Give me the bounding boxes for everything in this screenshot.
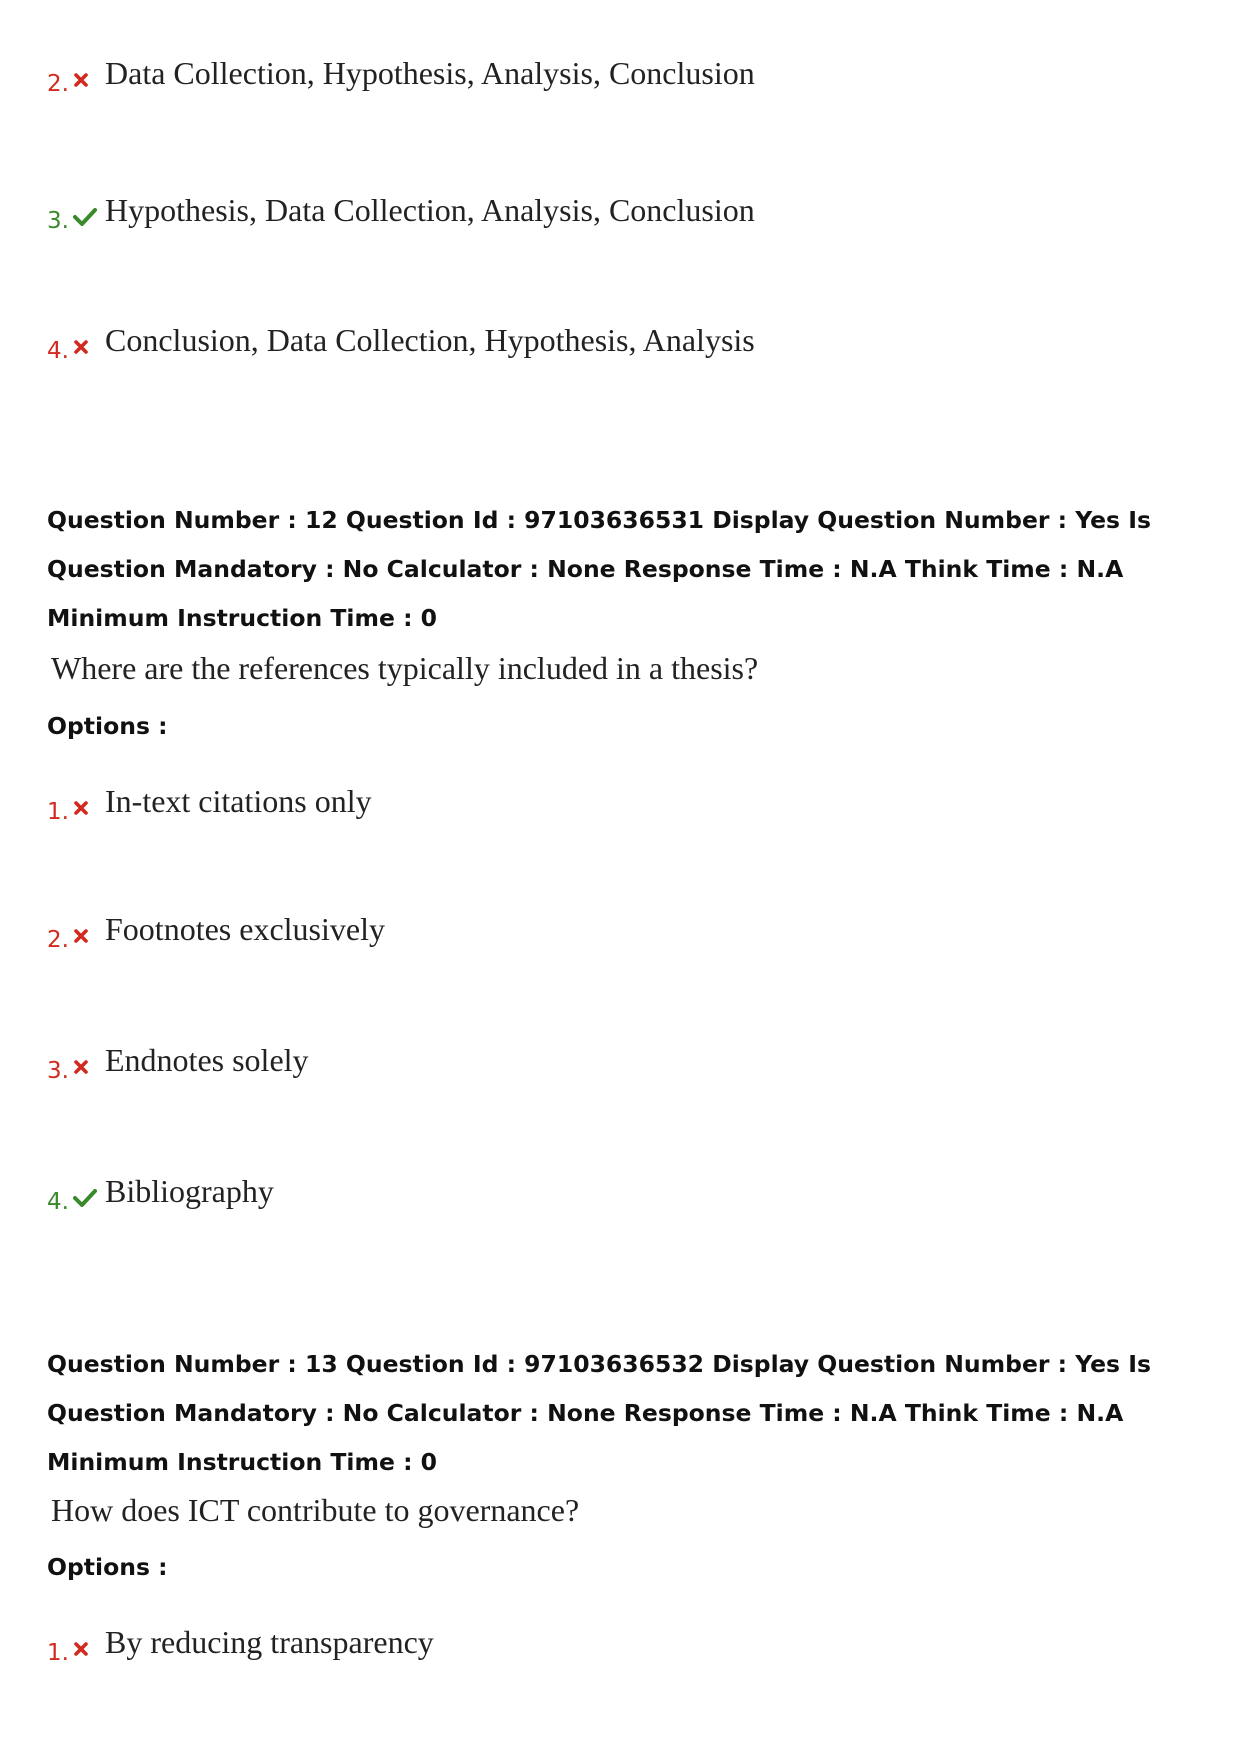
option-text: Conclusion, Data Collection, Hypothesis, Analysis: [105, 321, 755, 358]
cross-icon: [73, 339, 99, 355]
option-row: [47, 1035, 309, 1085]
option-row: [47, 1617, 434, 1667]
option-text: Data Collection, Hypothesis, Analysis, Conclusion: [105, 54, 755, 91]
question-text: How does ICT contribute to governance?: [51, 1492, 580, 1528]
option-number: 3.: [47, 208, 69, 234]
option-row: [47, 1166, 274, 1216]
option-number: 2.: [47, 71, 69, 97]
cross-icon: [73, 928, 99, 944]
option-text: In-text citations only: [105, 782, 372, 819]
option-text: Hypothesis, Data Collection, Analysis, Conclusion: [105, 191, 755, 228]
option-number: 4.: [47, 1189, 69, 1215]
cross-icon: [73, 72, 99, 88]
option-number: 3.: [47, 1058, 69, 1084]
option-text: Bibliography: [105, 1172, 274, 1209]
option-row: [47, 185, 755, 235]
option-text: By reducing transparency: [105, 1623, 434, 1660]
option-row: [47, 904, 385, 954]
options-label: Options :: [47, 712, 168, 740]
check-icon: [73, 208, 99, 226]
question-metadata: Question Number : 12 Question Id : 97103636531 Display Question Number : Yes Is Question Mandatory : No Calculator : None Response Time : N.A Think Time : N.A Minimum Instruction Time : 0: [47, 506, 1151, 632]
option-text: Endnotes solely: [105, 1041, 309, 1078]
option-number: 1.: [47, 1640, 69, 1666]
cross-icon: [73, 1059, 99, 1075]
option-row: [47, 776, 372, 826]
option-number: 4.: [47, 338, 69, 364]
option-number: 1.: [47, 799, 69, 825]
options-label: Options :: [47, 1553, 168, 1581]
option-row: [47, 315, 755, 365]
option-number: 2.: [47, 927, 69, 953]
option-text: Footnotes exclusively: [105, 910, 385, 947]
check-icon: [73, 1189, 99, 1207]
question-text: Where are the references typically included in a thesis?: [51, 650, 759, 686]
cross-icon: [73, 1641, 99, 1657]
question-metadata: Question Number : 13 Question Id : 97103636532 Display Question Number : Yes Is Question Mandatory : No Calculator : None Response Time : N.A Think Time : N.A Minimum Instruction Time : 0: [47, 1350, 1151, 1476]
cross-icon: [73, 800, 99, 816]
option-row: [47, 48, 755, 98]
